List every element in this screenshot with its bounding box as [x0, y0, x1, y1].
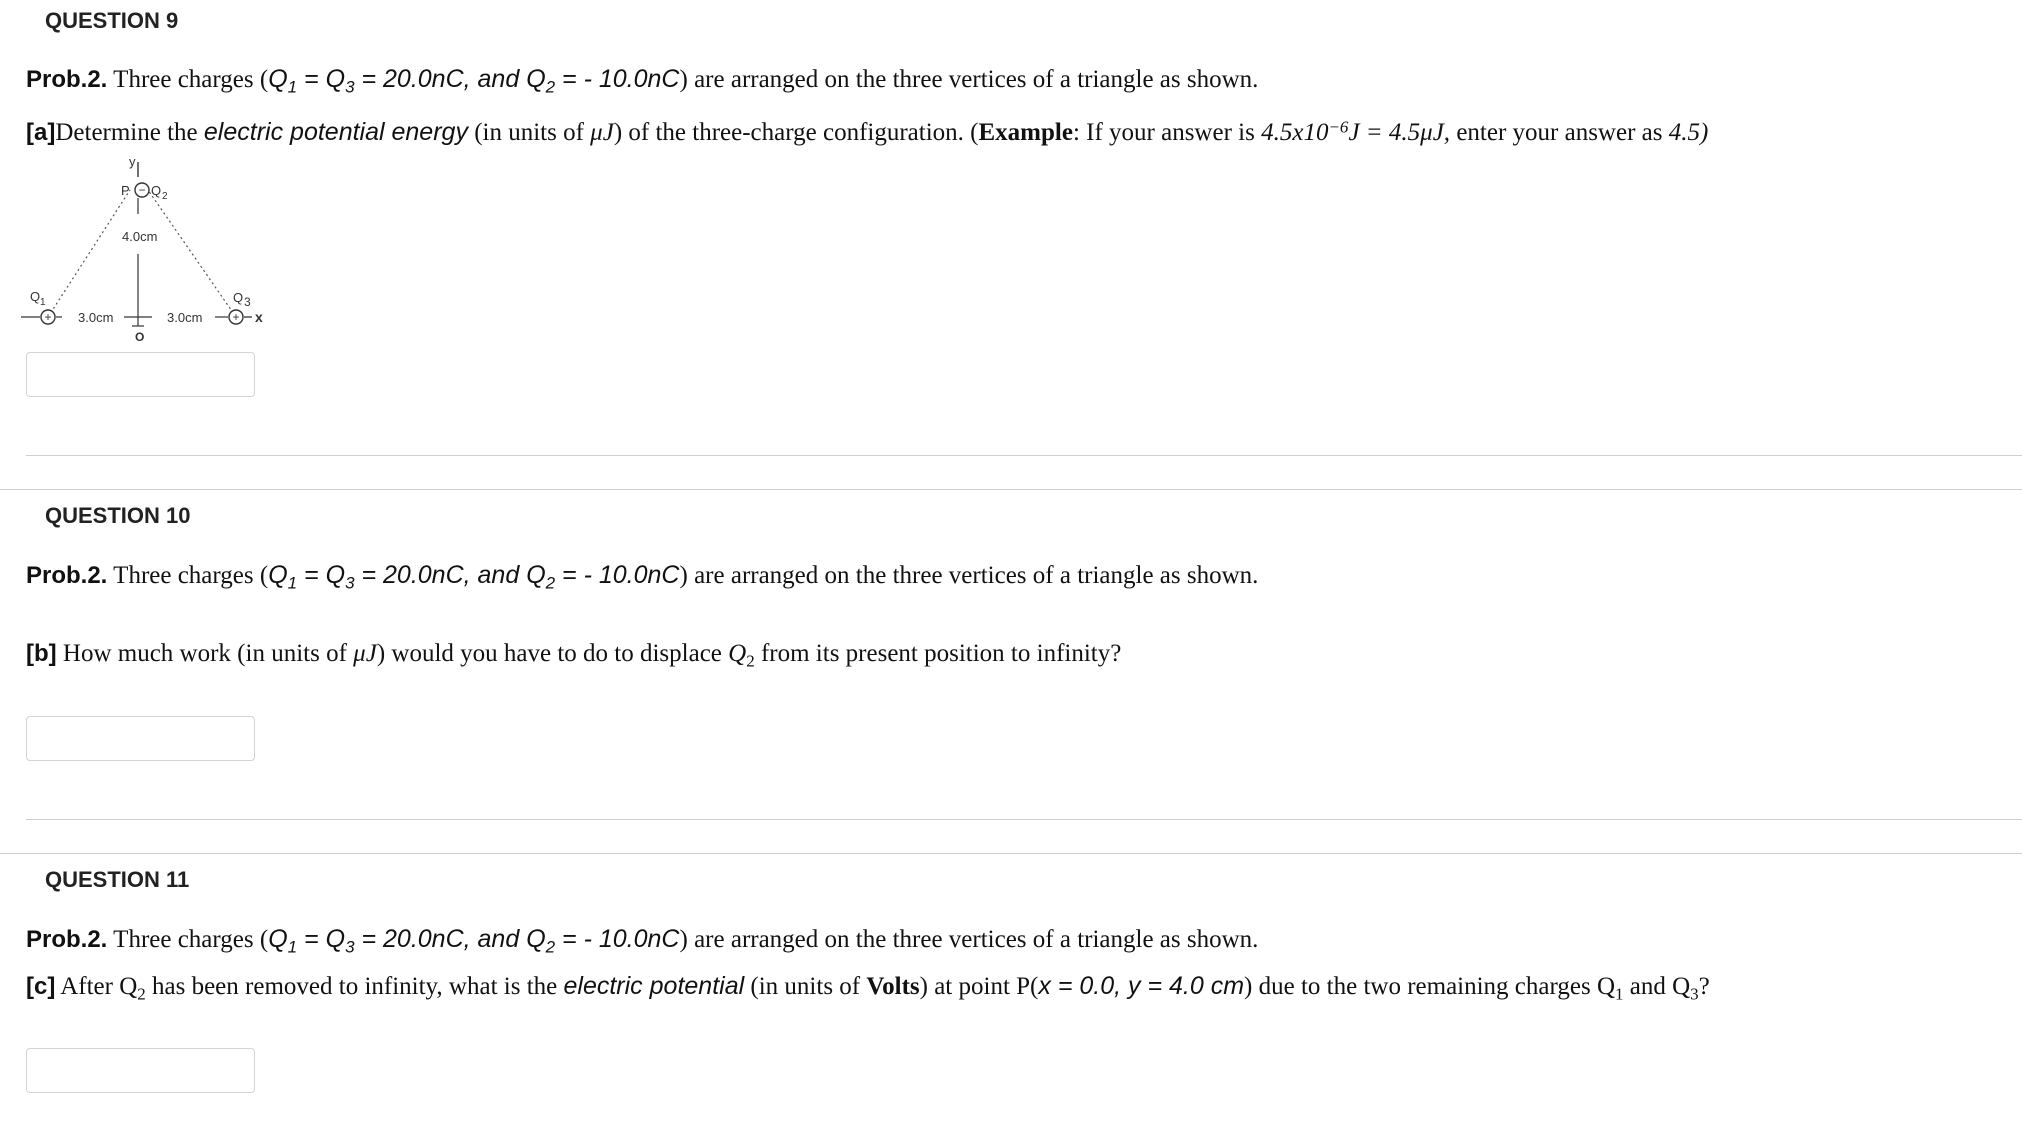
q11-answer-input[interactable] [26, 1048, 255, 1093]
q2-label: Q [151, 183, 162, 198]
part-c-label: [c] [26, 973, 56, 1000]
q9-part-a-text: [a]Determine the electric potential energy (in units of μJ) of the three-charge configuration. (Example: If your answer is $4.5x10^{-6}J = 4.5\mu J$, enter your answer as 4.5) [26, 117, 1709, 146]
question-separator-2 [0, 853, 2022, 854]
height-label: 4.0cm [122, 229, 158, 244]
left-distance-label: 3.0cm [78, 310, 114, 325]
question-10-heading: QUESTION 10 [45, 503, 191, 528]
prob-label: Prob.2. [26, 66, 108, 93]
right-distance-label: 3.0cm [167, 310, 203, 325]
q9-answer-input[interactable] [26, 352, 255, 397]
q1-sign: + [44, 310, 52, 324]
left-side-line [48, 190, 130, 317]
q10-divider [26, 819, 2022, 820]
q11-part-c-text: [c] After $Q_2$ has been removed to infinity, what is the electric potential (in units of Volts) at point P(x = 0.0, y = 4.0 cm) due to the two remaining charges $Q_1$ and $Q_3$? [26, 972, 1710, 1004]
q3-label: Q [233, 290, 244, 305]
question-9-heading: QUESTION 9 [45, 8, 179, 33]
question-separator-1 [0, 489, 2022, 490]
prob-label: Prob.2. [26, 926, 108, 953]
x-axis-label: x [255, 309, 263, 325]
prob-text-open: Three charges ( [113, 66, 269, 93]
q9-problem-statement [26, 65, 1259, 97]
q2-sub: 2 [162, 191, 168, 202]
q9-divider [26, 455, 2022, 456]
q11-problem-statement: Prob.2. Three charges ($Q_1 = Q_3 = 20.0nC$, and $Q_2$ = - 10.0nC) are arranged on the three vertices of a triangle as shown. [26, 925, 1259, 957]
q3-sign: + [232, 310, 240, 324]
prob-formula: $Q_1 = Q_3 = 20.0nC$, and $Q_2$ = - 10.0nC [268, 925, 680, 957]
prob-label: Prob.2. [26, 562, 108, 589]
right-side-line [148, 190, 236, 317]
q1-sub: 1 [40, 297, 46, 308]
part-a-label: [a] [26, 119, 56, 146]
q1-label: Q [30, 289, 41, 304]
point-p-label: P [121, 183, 130, 198]
question-11-heading: QUESTION 11 [45, 867, 190, 892]
q2-sign: − [138, 183, 146, 197]
q10-part-b-text: [b] How much work (in units of μJ) would you have to do to displace $Q_2$ from its present position to infinity? [26, 640, 1122, 671]
q10-problem-statement: Prob.2. Three charges ($Q_1 = Q_3 = 20.0nC$, and $Q_2$ = - 10.0nC) are arranged on the three vertices of a triangle as shown. [26, 561, 1259, 593]
part-b-label: [b] [26, 640, 57, 667]
prob-formula: $Q_1 = Q_3 = 20.0nC$, and $Q_2$ = - 10.0nC [268, 65, 680, 97]
charge-triangle-diagram [18, 152, 288, 347]
q10-answer-input[interactable] [26, 716, 255, 761]
origin-label: O [135, 330, 145, 344]
prob-formula: $Q_1 = Q_3 = 20.0nC$, and $Q_2$ = - 10.0nC [268, 561, 680, 593]
y-axis-label: y [129, 154, 136, 169]
prob-text-close: ) are arranged on the three vertices of a triangle as shown. [679, 66, 1259, 93]
q3-sub: 3 [244, 295, 251, 309]
